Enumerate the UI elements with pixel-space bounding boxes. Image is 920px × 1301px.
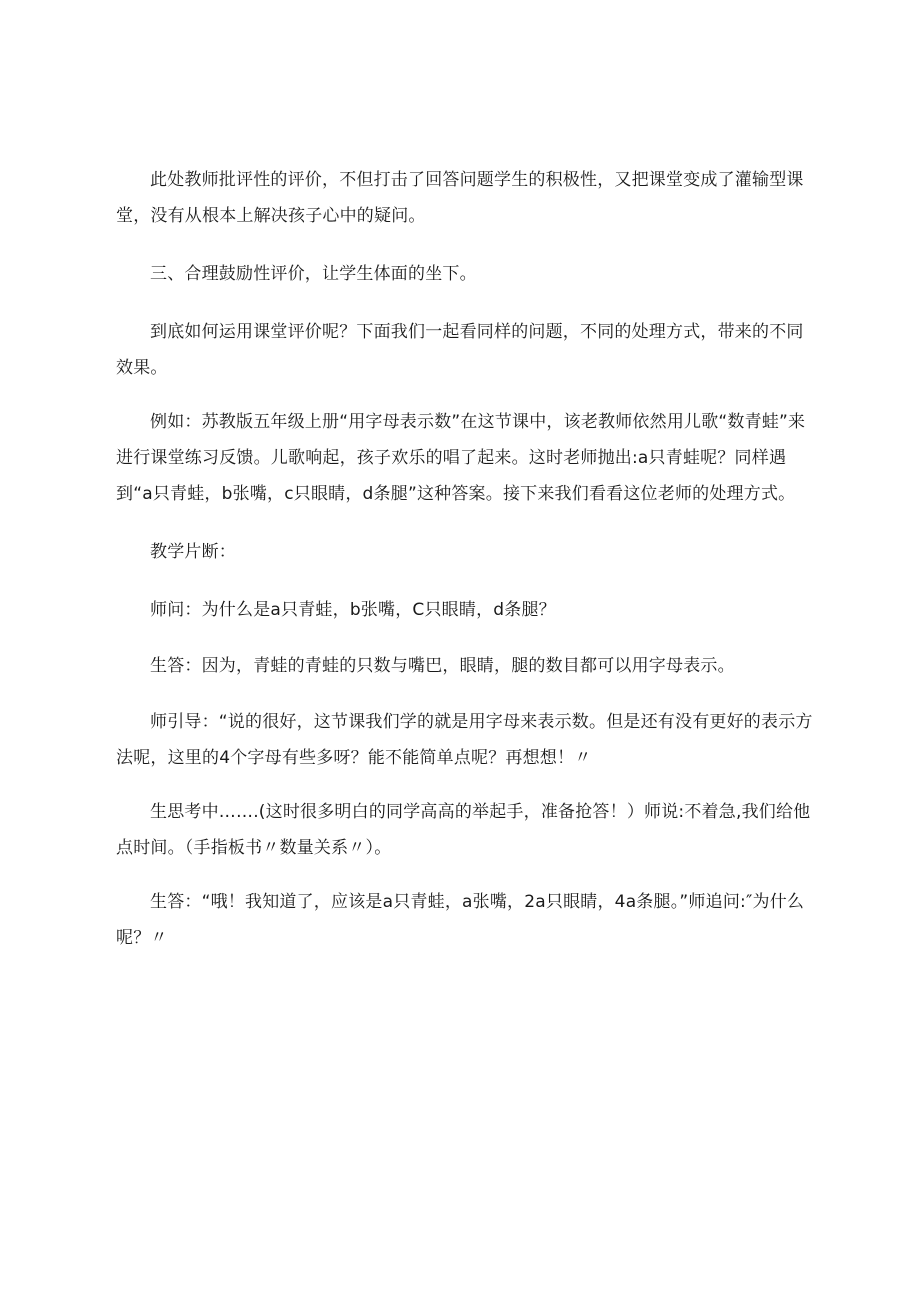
paragraph-criticism-effect: 此处教师批评性的评价，不但打击了回答问题学生的积极性，又把课堂变成了灌输型课堂，没有从根本上解决孩子心中的疑问。	[116, 170, 804, 226]
paragraph-how-to-evaluate: 到底如何运用课堂评价呢？下面我们一起看同样的问题，不同的处理方式，带来的不同效果。	[116, 322, 804, 378]
paragraph-example: 例如：苏教版五年级上册“用字母表示数”在这节课中，该老教师依然用儿歌“数青蛙”来进行课堂练习反馈。儿歌响起，孩子欢乐的唱了起来。这时老师抛出:a只青蛙呢？同样遇到“a只青蛙，b张嘴，c只眼睛，d条腿”这种答案。接下来我们看看这位老师的处理方式。	[116, 412, 806, 504]
paragraph-student-answer-2: 生答：“哦！我知道了，应该是a只青蛙，a张嘴，2a只眼睛，4a条腿。”师追问:″为什么呢？〃	[116, 892, 805, 948]
section-heading-encouraging-evaluation: 三、合理鼓励性评价，让学生体面的坐下。	[150, 264, 477, 284]
paragraph-teacher-question: 师问：为什么是a只青蛙，b张嘴，C只眼睛，d条腿？	[150, 600, 556, 620]
paragraph-teaching-excerpt-label: 教学片断：	[150, 542, 236, 562]
paragraph-student-answer-1: 生答：因为，青蛙的青蛙的只数与嘴巴，眼睛，腿的数目都可以用字母表示。	[150, 656, 735, 676]
paragraph-teacher-guidance: 师引导：“说的很好，这节课我们学的就是用字母来表示数。但是还有没有更好的表示方法呢，这里的4个字母有些多呀？能不能简单点呢？再想想！〃	[116, 712, 813, 768]
paragraph-student-thinking: 生思考中…….(这时很多明白的同学高高的举起手，准备抢答！）师说:不着急,我们给他点时间。（手指板书〃数量关系〃）。	[116, 802, 811, 858]
